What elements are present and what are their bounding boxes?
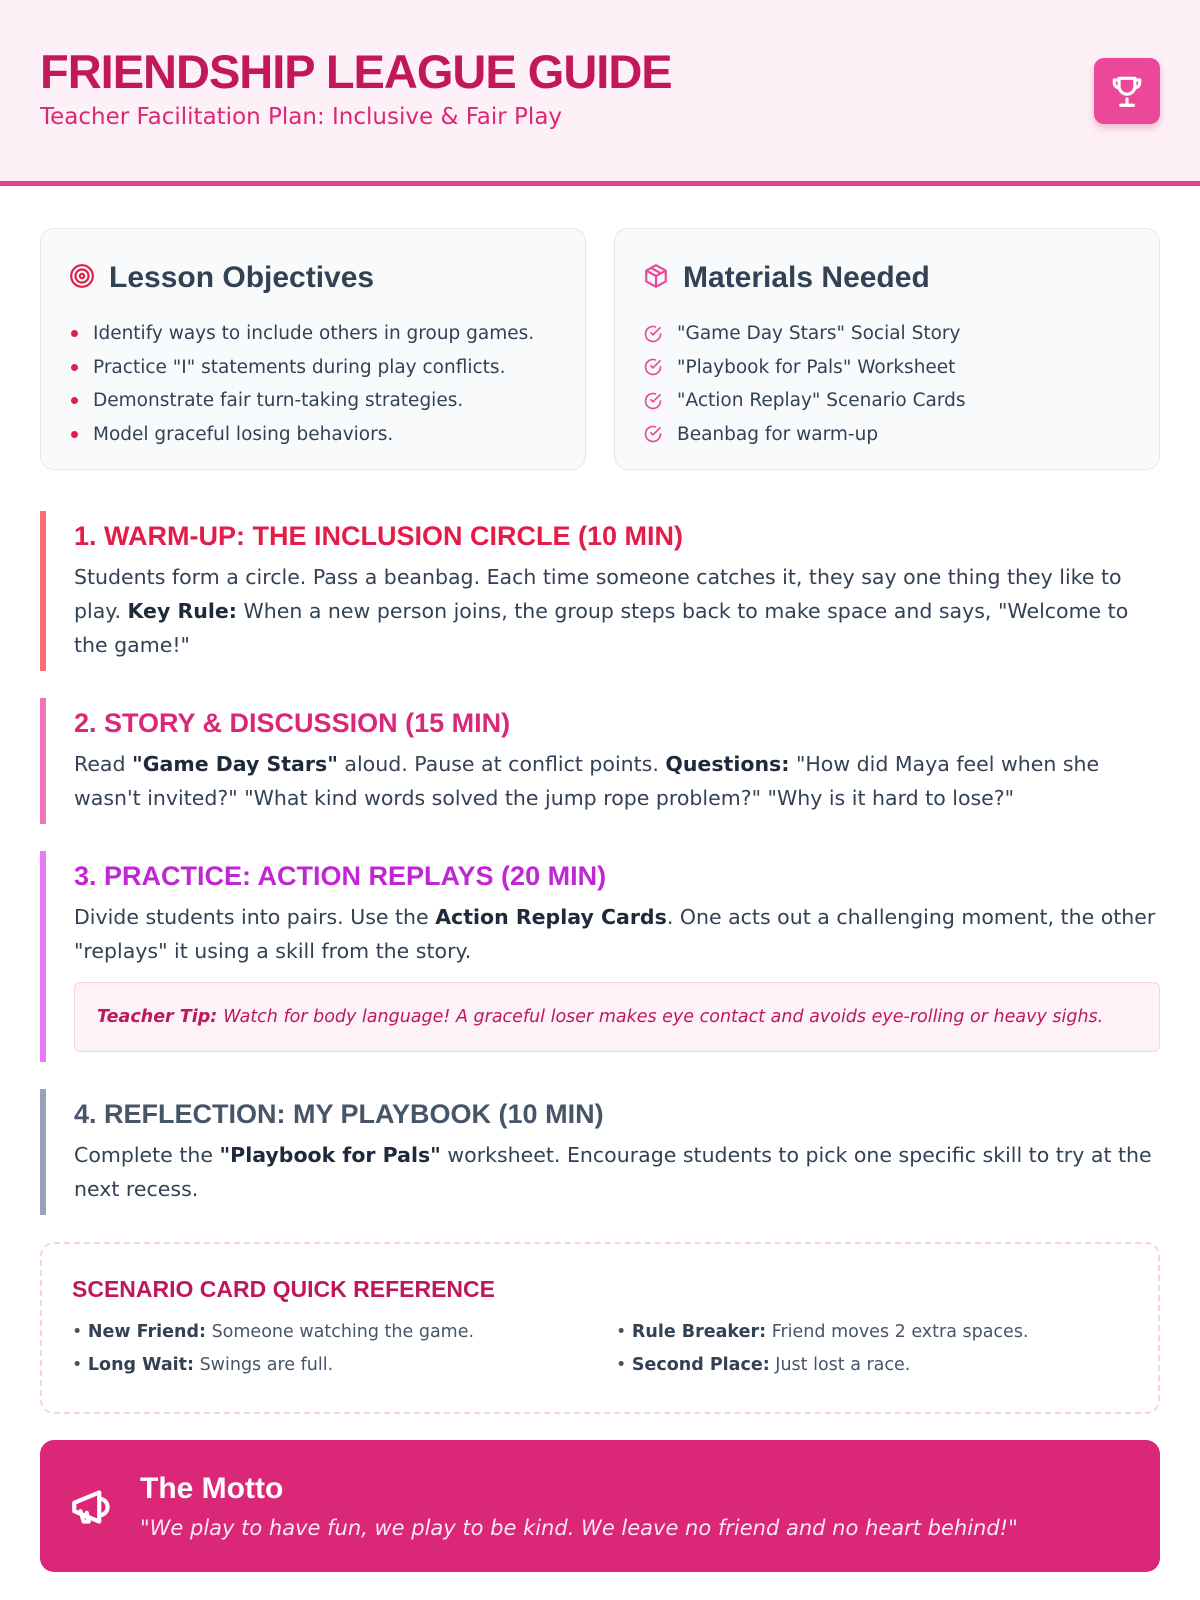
check-circle-icon <box>643 424 663 444</box>
tip-text: Watch for body language! A graceful loser makes eye contact and avoids eye-rolling or heavy sighs. <box>223 1007 1104 1027</box>
materials-title: Materials Needed <box>683 261 930 294</box>
materials-list <box>643 317 966 451</box>
list-item: Practice "I" statements during play conflicts. <box>69 351 534 385</box>
bullet-icon <box>71 330 78 337</box>
motto-title: The Motto <box>140 1472 284 1505</box>
scenario-item: • New Friend: Someone watching the game. <box>72 1322 475 1342</box>
page-header <box>0 0 1200 186</box>
materials-card <box>614 228 1160 470</box>
trophy-icon <box>1094 58 1160 124</box>
section-practice <box>40 851 1160 1062</box>
list-item: Demonstrate fair turn-taking strategies. <box>69 384 534 418</box>
page-subtitle: Teacher Facilitation Plan: Inclusive & Fair Play <box>40 104 563 130</box>
section-body: Students form a circle. Pass a beanbag. Each time someone catches it, they say one thing they like to play. Key Rule: When a new person joins, the group steps back to make space and says, "Welcome to the game!" <box>74 565 1129 657</box>
section-heading: 3. PRACTICE: ACTION REPLAYS (20 MIN) <box>74 861 607 891</box>
section-reflection <box>40 1089 1160 1215</box>
megaphone-icon <box>68 1482 118 1536</box>
check-circle-icon <box>643 357 663 377</box>
bullet-icon <box>71 431 78 438</box>
check-circle-icon <box>643 391 663 411</box>
list-item: Identify ways to include others in group games. <box>69 317 534 351</box>
page-title: FRIENDSHIP LEAGUE GUIDE <box>40 45 672 98</box>
scenario-item: • Rule Breaker: Friend moves 2 extra spaces. <box>616 1322 1029 1342</box>
tip-label: Teacher Tip: <box>97 1007 218 1027</box>
scenario-title: SCENARIO CARD QUICK REFERENCE <box>72 1276 495 1302</box>
scenario-reference <box>40 1242 1160 1414</box>
motto-text: "We play to have fun, we play to be kind. We leave no friend and no heart behind!" <box>140 1516 1018 1540</box>
bullet-icon <box>71 397 78 404</box>
objectives-title: Lesson Objectives <box>109 261 375 294</box>
check-circle-icon <box>643 324 663 344</box>
scenario-item: • Second Place: Just lost a race. <box>616 1355 911 1375</box>
objectives-list <box>69 317 534 451</box>
list-item: Model graceful losing behaviors. <box>69 418 534 452</box>
scenario-item: • Long Wait: Swings are full. <box>72 1355 334 1375</box>
teacher-tip <box>74 982 1160 1052</box>
list-item: "Game Day Stars" Social Story <box>643 317 966 351</box>
target-icon <box>69 263 95 293</box>
box-icon <box>643 263 669 293</box>
objectives-card <box>40 228 586 470</box>
section-body: Read "Game Day Stars" aloud. Pause at conflict points. Questions: "How did Maya feel when she wasn't invited?" "What kind words solved the jump rope problem?" "Why is it hard to lose?" <box>74 752 1100 810</box>
motto-banner <box>40 1440 1160 1572</box>
list-item: "Playbook for Pals" Worksheet <box>643 351 966 385</box>
section-heading: 1. WARM-UP: THE INCLUSION CIRCLE (10 MIN) <box>74 521 684 551</box>
section-body: Complete the "Playbook for Pals" worksheet. Encourage students to pick one specific skill to try at the next recess. <box>74 1143 1152 1201</box>
section-heading: 4. REFLECTION: MY PLAYBOOK (10 MIN) <box>74 1099 604 1129</box>
list-item: Beanbag for warm-up <box>643 418 966 452</box>
bullet-icon <box>71 364 78 371</box>
list-item: "Action Replay" Scenario Cards <box>643 384 966 418</box>
section-body: Divide students into pairs. Use the Action Replay Cards. One acts out a challenging moment, the other "replays" it using a skill from the story. <box>74 905 1156 963</box>
section-story-discussion <box>40 698 1160 824</box>
section-warm-up <box>40 511 1160 671</box>
section-heading: 2. STORY & DISCUSSION (15 MIN) <box>74 708 511 738</box>
